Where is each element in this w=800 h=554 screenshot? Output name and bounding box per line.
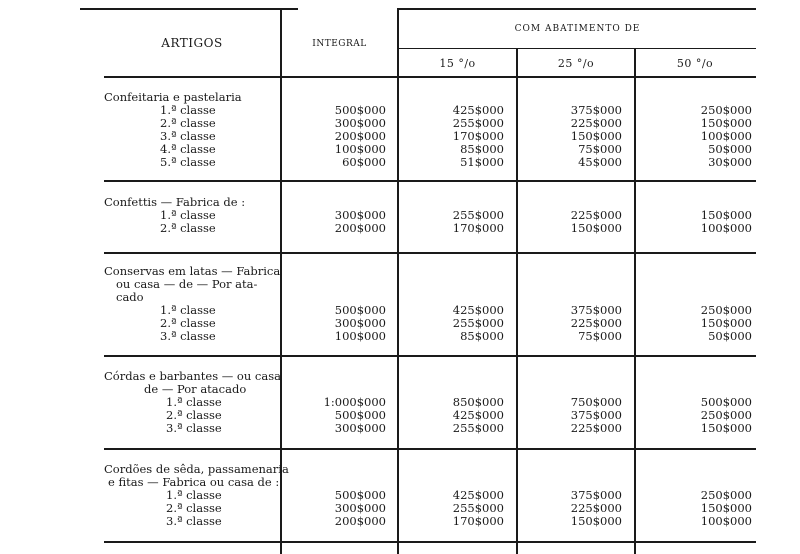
header-25-percent: 25 °/o — [557, 57, 595, 70]
cell-integral: 500$000 — [334, 103, 386, 117]
header-com-abatimento: COM ABATIMENTO DE — [514, 24, 641, 34]
header-15-percent: 15 °/o — [439, 57, 476, 70]
cell-50: 150$000 — [700, 316, 752, 330]
cell-15: 425$000 — [452, 103, 504, 117]
title-line: e fitas — Fabrica ou casa de : — [108, 475, 280, 489]
cell-50: 100$000 — [700, 221, 752, 235]
row-label: 3.ª classe — [166, 421, 222, 435]
row-label: 2.ª classe — [160, 221, 216, 235]
row-label: 1.ª classe — [160, 303, 216, 317]
cell-25: 225$000 — [570, 208, 622, 222]
cell-integral: 1:000$000 — [323, 395, 386, 409]
cell-integral: 500$000 — [334, 488, 386, 502]
cell-25: 150$000 — [570, 129, 622, 143]
cell-25: 150$000 — [570, 514, 622, 528]
cell-integral: 200$000 — [334, 129, 386, 143]
cell-50: 150$000 — [700, 116, 752, 130]
section-title — [104, 265, 282, 304]
cell-50: 250$000 — [700, 408, 752, 422]
cell-50: 30$000 — [708, 155, 752, 169]
cell-25: 225$000 — [570, 116, 622, 130]
cell-15: 170$000 — [452, 514, 504, 528]
section-rule-4 — [104, 448, 756, 450]
cell-25: 375$000 — [570, 303, 622, 317]
row-label: 1.ª classe — [160, 103, 216, 117]
cell-50: 250$000 — [700, 303, 752, 317]
cell-25: 225$000 — [570, 421, 622, 435]
section-title — [104, 462, 289, 489]
row-label: 2.ª classe — [166, 408, 222, 422]
cell-25: 375$000 — [570, 408, 622, 422]
cell-50: 50$000 — [708, 329, 752, 343]
row-label: 4.ª classe — [160, 142, 216, 156]
cell-15: 425$000 — [452, 408, 504, 422]
cell-25: 45$000 — [578, 155, 622, 169]
title-line: ou casa — de — Por ata- — [116, 277, 258, 291]
cell-15: 255$000 — [452, 208, 504, 222]
cell-25: 225$000 — [570, 501, 622, 515]
cell-50: 250$000 — [700, 488, 752, 502]
row-label: 1.ª classe — [166, 395, 222, 409]
cell-25: 750$000 — [570, 395, 622, 409]
cell-50: 150$000 — [700, 421, 752, 435]
cell-15: 425$000 — [452, 488, 504, 502]
title-line: Confettis — Fabrica de : — [104, 195, 246, 209]
header-50-percent: 50 °/o — [676, 57, 714, 70]
cell-integral: 300$000 — [334, 421, 386, 435]
cell-integral: 100$000 — [334, 329, 386, 343]
cell-50: 150$000 — [700, 501, 752, 515]
cell-15: 51$000 — [460, 155, 504, 169]
row-label: 1.ª classe — [160, 208, 216, 222]
row-label: 3.ª classe — [160, 329, 216, 343]
header-bottom-rule — [104, 76, 756, 78]
column-divider-2 — [397, 8, 399, 554]
cell-integral: 100$000 — [334, 142, 386, 156]
cell-integral: 500$000 — [334, 408, 386, 422]
cell-integral: 300$000 — [334, 208, 386, 222]
title-line: Cordões de sêda, passamenaria — [104, 462, 289, 476]
header-integral: INTEGRAL — [312, 39, 367, 49]
row-label: 3.ª classe — [160, 129, 216, 143]
cell-15: 255$000 — [452, 421, 504, 435]
cell-integral: 200$000 — [334, 221, 386, 235]
title-line: de — Por atacado — [144, 382, 247, 396]
section-rule-5 — [104, 541, 756, 543]
title-line: Confeitaria e pastelaria — [104, 90, 242, 104]
column-divider-3 — [516, 48, 518, 554]
top-rule-right — [398, 8, 756, 10]
row-label: 3.ª classe — [166, 514, 222, 528]
cell-15: 255$000 — [452, 501, 504, 515]
top-rule — [80, 8, 298, 10]
section-rule-2 — [104, 252, 756, 254]
cell-integral: 200$000 — [334, 514, 386, 528]
cell-50: 100$000 — [700, 514, 752, 528]
section-rule-3 — [104, 355, 756, 357]
cell-50: 250$000 — [700, 103, 752, 117]
cell-25: 375$000 — [570, 488, 622, 502]
cell-25: 75$000 — [578, 142, 622, 156]
cell-15: 255$000 — [452, 316, 504, 330]
cell-integral: 300$000 — [334, 501, 386, 515]
cell-15: 170$000 — [452, 129, 504, 143]
title-line: cado — [116, 290, 144, 304]
row-label: 2.ª classe — [160, 316, 216, 330]
column-divider-4 — [634, 48, 636, 554]
cell-15: 170$000 — [452, 221, 504, 235]
cell-15: 85$000 — [460, 329, 504, 343]
cell-integral: 500$000 — [334, 303, 386, 317]
cell-25: 225$000 — [570, 316, 622, 330]
cell-25: 375$000 — [570, 103, 622, 117]
section-rule-1 — [104, 180, 756, 182]
cell-15: 425$000 — [452, 303, 504, 317]
cell-integral: 300$000 — [334, 316, 386, 330]
cell-25: 75$000 — [578, 329, 622, 343]
title-line: Conservas em latas — Fabrica — [104, 264, 281, 278]
row-label: 1.ª classe — [166, 488, 222, 502]
subheader-rule — [398, 48, 756, 49]
cell-integral: 60$000 — [342, 155, 386, 169]
cell-15: 850$000 — [452, 395, 504, 409]
cell-15: 85$000 — [460, 142, 504, 156]
cell-15: 255$000 — [452, 116, 504, 130]
section-title — [104, 370, 282, 396]
cell-integral: 300$000 — [334, 116, 386, 130]
title-line: Córdas e barbantes — ou casa — [104, 369, 281, 383]
cell-50: 100$000 — [700, 129, 752, 143]
row-label: 2.ª classe — [160, 116, 216, 130]
row-label: 2.ª classe — [166, 501, 222, 515]
cell-50: 50$000 — [708, 142, 752, 156]
cell-50: 150$000 — [700, 208, 752, 222]
row-label: 5.ª classe — [160, 155, 216, 169]
cell-50: 500$000 — [700, 395, 752, 409]
cell-25: 150$000 — [570, 221, 622, 235]
header-artigos: ARTIGOS — [161, 36, 223, 50]
